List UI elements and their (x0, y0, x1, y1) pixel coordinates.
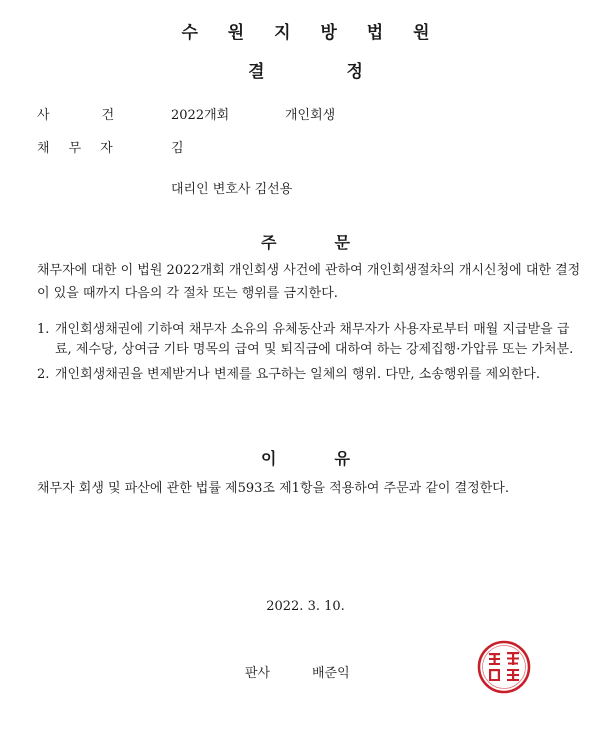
judge-name: 배준익 (312, 666, 350, 681)
order-list (37, 320, 585, 390)
order-heading-left: 주 (261, 233, 277, 252)
document-type (0, 57, 611, 82)
case-label: 사 건 (37, 108, 115, 123)
decision-date: 2022. 3. 10. (266, 599, 345, 614)
order-heading-right: 문 (334, 233, 350, 252)
case-name: 개인회생 (285, 108, 336, 123)
order-heading (0, 230, 611, 253)
reason-heading (0, 446, 611, 469)
reason-heading-left: 이 (261, 449, 277, 468)
order-intro: 채무자에 대한 이 법원 2022개회 개인회생 사건에 관하여 개인회생절차의 개시신청에 대한 결정이 있을 때까지 다음의 각 절차 또는 행위를 금지한다. (37, 263, 581, 301)
reason-heading-right: 유 (334, 449, 350, 468)
debtor-name: 김 (171, 141, 184, 156)
list-item-text: 개인회생채권을 변제받거나 변제를 요구하는 일체의 행위. 다만, 소송행위를 제외한다. (55, 367, 540, 382)
document-type-right: 정 (346, 62, 363, 82)
judge-seal-icon (476, 639, 532, 695)
list-item (37, 365, 585, 385)
list-item-number: 1. (37, 322, 50, 337)
list-item-text: 개인회생채권에 기하여 채무자 소유의 유체동산과 채무자가 사용자로부터 매월 지급받을 급료, 제수당, 상여금 기타 명목의 급여 및 퇴직금에 대하여 하는 강제집행·가압류 또는 가처분. (55, 322, 574, 357)
attorney: 대리인 변호사 김선용 (171, 182, 293, 197)
document-type-left: 결 (248, 62, 265, 82)
judge-title: 판사 (245, 666, 271, 681)
debtor-label: 채 무 자 (37, 141, 113, 156)
list-item (37, 320, 585, 360)
reason-text: 채무자 회생 및 파산에 관한 법률 제593조 제1항을 적용하여 주문과 같이 결정한다. (37, 481, 509, 496)
court-name: 수 원 지 방 법 원 (181, 23, 442, 43)
case-number: 2022개회 (171, 108, 230, 123)
list-item-number: 2. (37, 367, 50, 382)
